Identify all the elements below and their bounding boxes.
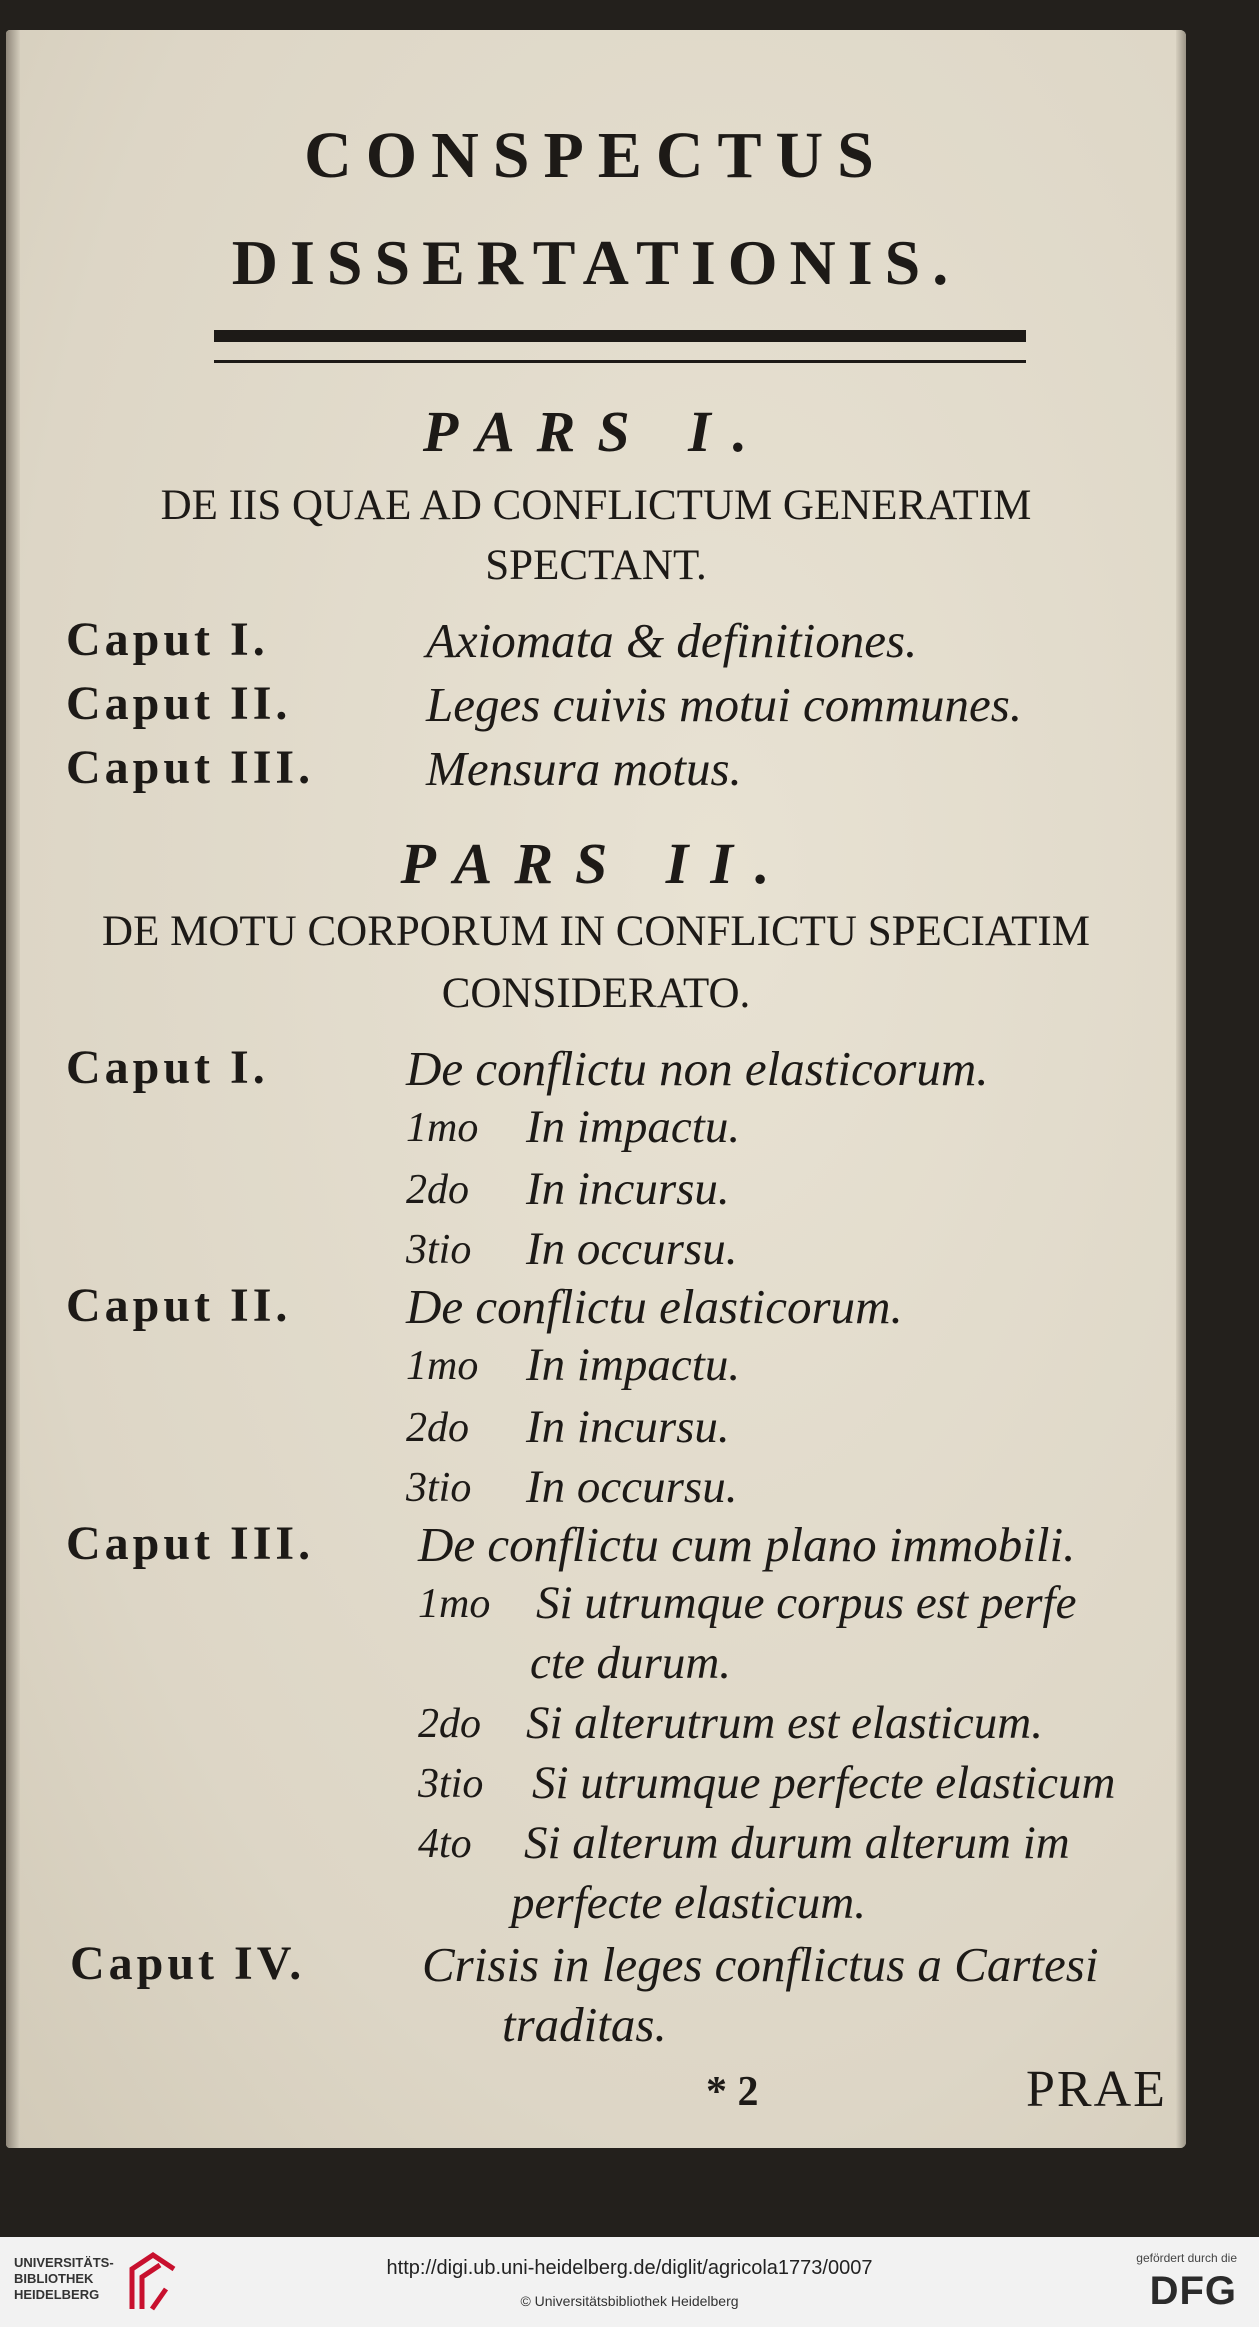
list-item-continuation: perfecte elasticum. <box>511 1877 866 1929</box>
book-page <box>6 30 1186 2148</box>
caput-number: III. <box>230 741 315 794</box>
library-name-line2: BIBLIOTHEK <box>14 2271 94 2286</box>
part1-heading-line1: DE IIS QUAE AD CONFLICTUM GENERATIM <box>160 482 1032 529</box>
list-item-text: In occursu. <box>526 1223 738 1275</box>
part1-caput-3-title: Mensura motus. <box>426 741 742 796</box>
catchword: PRAE <box>1026 2061 1167 2118</box>
list-item-text: Si utrumque corpus est perfe <box>536 1577 1077 1629</box>
part1-caput-2-label <box>66 676 291 731</box>
list-item-text: Si alterum durum alterum im <box>524 1817 1070 1869</box>
list-item-number: 1mo <box>406 1343 479 1389</box>
caput-word: Caput <box>66 1041 215 1094</box>
list-item-text: In incursu. <box>526 1163 730 1215</box>
part1-caput-1-label <box>66 612 269 667</box>
part2-heading-line1: DE MOTU CORPORUM IN CONFLICTU SPECIATIM <box>102 908 1090 955</box>
list-item-number: 2do <box>406 1405 469 1451</box>
part2-caput-4-title: Crisis in leges conflictus a Cartesi <box>422 1937 1099 1992</box>
title-line-1: CONSPECTUS <box>304 119 888 192</box>
part2-heading-line2: CONSIDERATO. <box>441 970 751 1017</box>
part2-caput-1-title: De conflictu non elasticorum. <box>406 1041 989 1096</box>
list-item-continuation: cte durum. <box>530 1637 732 1689</box>
title-line-2: DISSERTATIONIS. <box>231 227 961 298</box>
part2-caput-3-title: De conflictu cum plano immobili. <box>418 1517 1076 1572</box>
part2-caput-1-label <box>66 1040 269 1095</box>
caput-number: II. <box>230 1279 292 1332</box>
part2-caput-4-label <box>70 1936 305 1991</box>
funder-logo[interactable]: DFG <box>1149 2269 1237 2313</box>
list-item-number: 2do <box>406 1167 469 1213</box>
copyright-notice: © Universitätsbibliothek Heidelberg <box>520 2293 739 2309</box>
list-item-text: Si utrumque perfecte elasticum <box>532 1757 1116 1809</box>
list-item-number: 3tio <box>418 1761 484 1807</box>
list-item-text: In occursu. <box>526 1461 738 1513</box>
part1-caput-3-label <box>66 740 314 795</box>
funder-label: gefördert durch die <box>1136 2251 1237 2265</box>
list-item-number: 1mo <box>418 1581 491 1627</box>
part1-label: PARS I. <box>422 399 770 464</box>
viewer-footer <box>0 2237 1259 2327</box>
part1-heading-line2: SPECTANT. <box>485 542 707 589</box>
part1-caput-2-title: Leges cuivis motui communes. <box>426 677 1023 732</box>
part2-caput-2-title: De conflictu elasticorum. <box>406 1279 903 1334</box>
part2-caput-4-continuation: traditas. <box>502 1997 667 2052</box>
title-rule-thin <box>214 360 1026 363</box>
list-item-number: 1mo <box>406 1105 479 1151</box>
caput-word: Caput <box>70 1937 219 1990</box>
caput-word: Caput <box>66 1517 215 1570</box>
page-edge-shadow <box>1176 30 1186 2148</box>
list-item-number: 2do <box>418 1701 481 1747</box>
list-item-number: 4to <box>418 1821 472 1867</box>
list-item-number: 3tio <box>406 1227 472 1273</box>
caput-number: I. <box>230 1041 269 1094</box>
page-url-link[interactable]: http://digi.ub.uni-heidelberg.de/diglit/agricola1773/0007 <box>386 2257 873 2279</box>
list-item-text: In impactu. <box>526 1101 741 1153</box>
caput-number: I. <box>230 613 269 666</box>
page-binding-shadow <box>6 30 20 2148</box>
caput-number: IV. <box>234 1937 306 1990</box>
title-rule-thick <box>214 330 1026 342</box>
signature-mark: * 2 <box>706 2069 759 2115</box>
library-name-line3: HEIDELBERG <box>14 2287 100 2302</box>
list-item-text: In incursu. <box>526 1401 730 1453</box>
list-item-number: 3tio <box>406 1465 472 1511</box>
caput-word: Caput <box>66 1279 215 1332</box>
caput-number: II. <box>230 677 292 730</box>
part2-label: PARS II. <box>400 831 792 896</box>
library-name-line1: UNIVERSITÄTS- <box>14 2255 114 2270</box>
caput-word: Caput <box>66 613 215 666</box>
list-item-text: Si alterutrum est elasticum. <box>526 1697 1043 1749</box>
part2-caput-3-label <box>66 1516 314 1571</box>
part2-caput-2-label <box>66 1278 291 1333</box>
caput-word: Caput <box>66 677 215 730</box>
list-item-text: In impactu. <box>526 1339 741 1391</box>
caput-number: III. <box>230 1517 315 1570</box>
part1-caput-1-title: Axiomata & definitiones. <box>426 613 918 668</box>
caput-word: Caput <box>66 741 215 794</box>
